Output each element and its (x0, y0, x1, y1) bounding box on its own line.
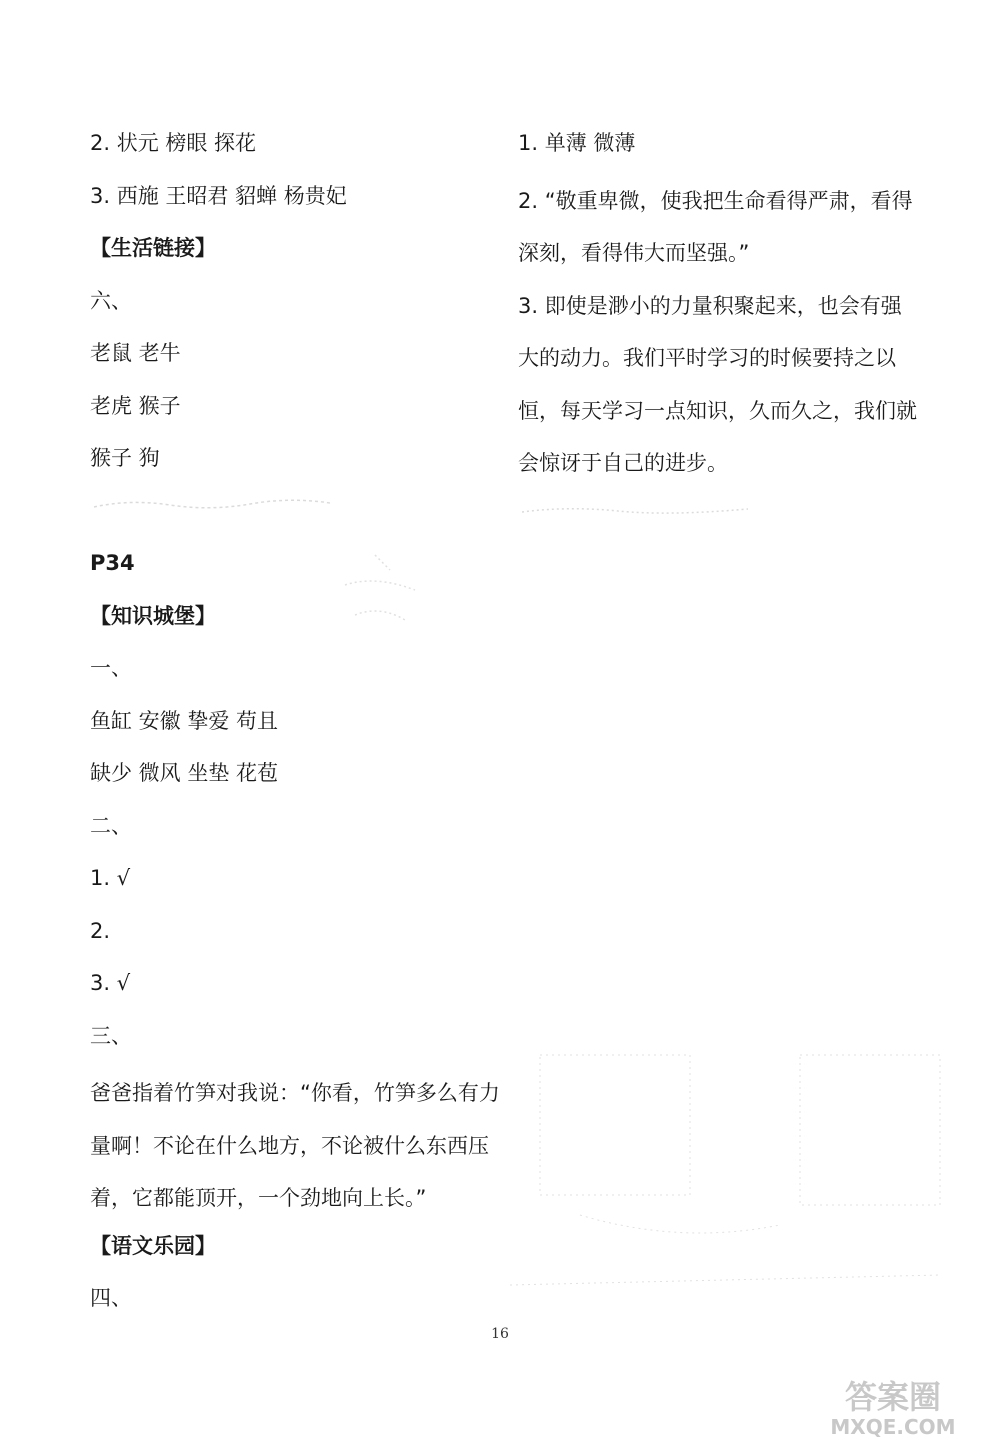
section-heading-yuwen: 【语文乐园】 (90, 1233, 216, 1258)
site-logo-watermark (808, 1372, 978, 1442)
page-number: 16 (491, 1326, 509, 1342)
answer-line: 老虎 猴子 (90, 393, 181, 418)
question-number: 六、 (90, 288, 132, 313)
answer-line: 1. 单薄 微薄 (518, 131, 636, 155)
section-heading-knowledge: 【知识城堡】 (90, 603, 216, 628)
answer-line: 3. √ (90, 971, 131, 995)
answer-line: 鱼缸 安徽 挚爱 苟且 (90, 708, 279, 733)
question-number: 二、 (90, 813, 132, 838)
section-heading-life-link: 【生活链接】 (90, 236, 216, 260)
svg-text:答案圈: 答案圈 (844, 1378, 942, 1416)
answer-paragraph: 爸爸指着竹笋对我说：“你看，竹笋多么有力量啊！不论在什么地方，不论被什么东西压着，它都能顶开，一个劲地向上长。” (90, 1081, 500, 1210)
faded-scribble (90, 495, 340, 515)
faded-scribble (518, 500, 758, 520)
faded-handwriting (335, 545, 425, 635)
left-column (90, 122, 500, 1330)
question-number: 三、 (90, 1023, 132, 1048)
answer-line: 猴子 狗 (90, 446, 160, 470)
answer-line: 缺少 微风 坐垫 花苞 (90, 761, 279, 785)
faded-stamp-watermark (480, 1045, 980, 1305)
question-number: 四、 (90, 1286, 132, 1310)
question-number: 一、 (90, 656, 132, 680)
answer-line: 2. 状元 榜眼 探花 (90, 131, 257, 155)
svg-text:MXQE.COM: MXQE.COM (830, 1415, 956, 1439)
answer-line: 3. 西施 王昭君 貂蝉 杨贵妃 (90, 183, 347, 208)
answer-paragraph: 3. 即使是渺小的力量积聚起来，也会有强大的动力。我们平时学习的时候要持之以恒，每天学习一点知识，久而久之，我们就会惊讶于自己的进步。 (518, 293, 917, 475)
answer-line: 2. (90, 918, 111, 943)
answer-paragraph: 2. “敬重卑微，使我把生命看得严肃，看得深刻，看得伟大而坚强。” (518, 188, 913, 265)
page-heading: P34 (90, 551, 135, 575)
right-column (518, 122, 918, 490)
answer-line: 1. √ (90, 866, 131, 890)
answer-line: 老鼠 老牛 (90, 341, 181, 365)
